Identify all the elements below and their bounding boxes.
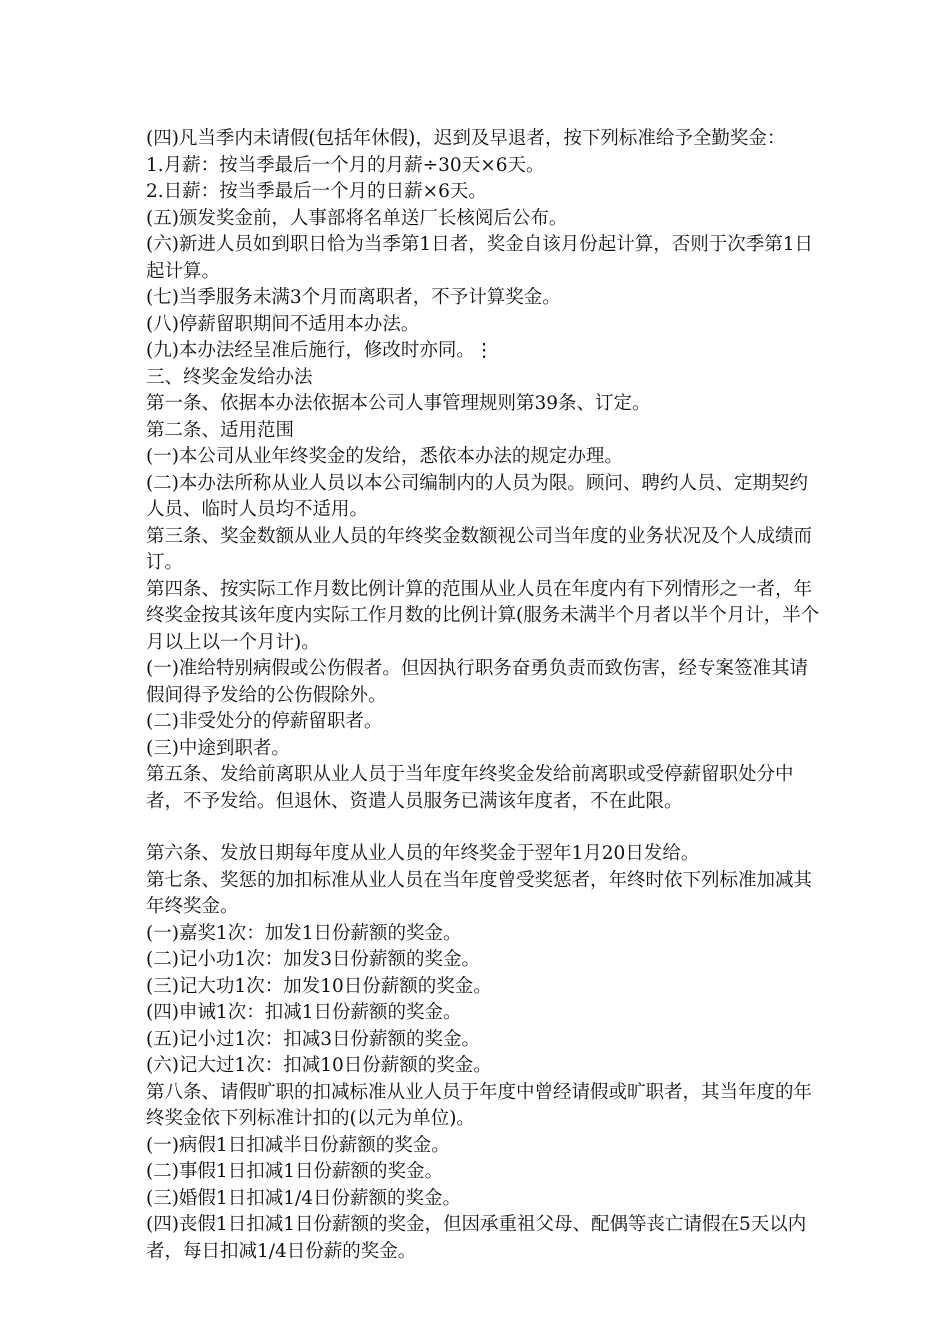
paragraph: 第四条、按实际工作月数比例计算的范围从业人员在年度内有下列情形之一者，年终奖金按其该年度内实际工作月数的比例计算(服务未满半个月者以半个月计，半个月以上以一个月计)。: [146, 578, 820, 653]
document-body: [146, 126, 826, 1265]
paragraph: 第二条、适用范围: [146, 419, 295, 441]
paragraph: (一)病假1日扣减半日份薪额的奖金。: [146, 1134, 450, 1156]
paragraph: (一)嘉奖1次：加发1日份薪额的奖金。: [146, 922, 462, 944]
paragraph: (六)新进人员如到职日恰为当季第1日者，奖金自该月份起计算，否则于次季第1日起计算。: [146, 234, 813, 282]
paragraph: (一)准给特别病假或公伤假者。但因执行职务奋勇负责而致伤害，经专案签准其请假间得予发给的公伤假除外。: [146, 658, 808, 706]
paragraph: 第六条、发放日期每年度从业人员的年终奖金于翌年1月20日发给。: [146, 843, 700, 864]
paragraph: (二)非受处分的停薪留职者。: [146, 711, 383, 732]
paragraph: (九)本办法经呈准后施行，修改时亦同。⋮: [146, 340, 494, 361]
paragraph: 第八条、请假旷职的扣减标准从业人员于年度中曾经请假或旷职者，其当年度的年终奖金依下列标准计扣的(以元为单位)。: [146, 1081, 813, 1129]
paragraph: (二)记小功1次：加发3日份薪额的奖金。: [146, 949, 480, 970]
section-heading: 三、终奖金发给办法: [146, 366, 313, 388]
paragraph: 1.月薪：按当季最后一个月的月薪÷30天×6天。: [146, 154, 545, 176]
paragraph: (四)凡当季内未请假(包括年休假)，迟到及早退者，按下列标准给予全勤奖金：: [146, 128, 786, 149]
paragraph: (二)本办法所称从业人员以本公司编制内的人员为限。顾问、聘约人员、定期契约人员、临时人员均不适用。: [146, 472, 808, 520]
paragraph: (四)申诫1次：扣减1日份薪额的奖金。: [146, 1002, 462, 1023]
paragraph: (二)事假1日扣减1日份薪额的奖金。: [146, 1161, 443, 1182]
paragraph: 2.日薪：按当季最后一个月的日薪×6天。: [146, 181, 487, 202]
paragraph: (八)停薪留职期间不适用本办法。: [146, 313, 420, 335]
paragraph: (三)婚假1日扣减1/4日份薪额的奖金。: [146, 1187, 461, 1209]
paragraph: (四)丧假1日扣减1日份薪额的奖金，但因承重祖父母、配偶等丧亡请假在5天以内者，每日扣减1/4日份薪的奖金。: [146, 1214, 807, 1262]
paragraph: (五)颁发奖金前，人事部将名单送厂长核阅后公布。: [146, 207, 568, 229]
paragraph: (六)记大过1次：扣减10日份薪额的奖金。: [146, 1055, 492, 1076]
paragraph: 第三条、奖金数额从业人员的年终奖金数额视公司当年度的业务状况及个人成绩而订。: [146, 525, 813, 573]
paragraph: 第五条、发给前离职从业人员于当年度年终奖金发给前离职或受停薪留职处分中者，不予发给。但退休、资遣人员服务已满该年度者，不在此限。: [146, 764, 794, 812]
paragraph: (三)记大功1次：加发10日份薪额的奖金。: [146, 975, 492, 997]
paragraph: 第一条、依据本办法依据本公司人事管理规则第39条、订定。: [146, 393, 651, 414]
paragraph: (一)本公司从业年终奖金的发给，悉依本办法的规定办理。: [146, 446, 623, 467]
paragraph: (七)当季服务未满3个月而离职者，不予计算奖金。: [146, 287, 561, 308]
paragraph: (五)记小过1次：扣减3日份薪额的奖金。: [146, 1028, 480, 1050]
paragraph: (三)中途到职者。: [146, 737, 290, 759]
paragraph: 第七条、奖惩的加扣标准从业人员在当年度曾受奖惩者，年终时依下列标准加减其年终奖金。: [146, 869, 813, 917]
